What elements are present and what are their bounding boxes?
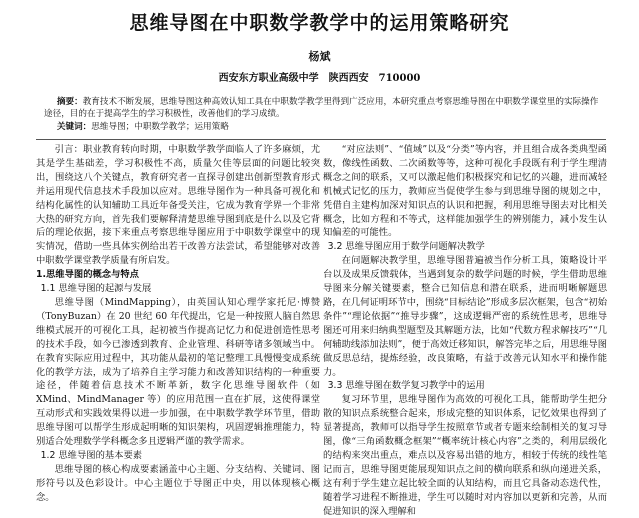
header-divider — [36, 139, 606, 140]
author-affiliation: 西安东方职业高级中学 陕西西安 710000 — [218, 73, 421, 84]
subsection-heading: 1.1 思维导图的起源与发展 — [40, 283, 152, 295]
right-column — [323, 143, 607, 517]
keywords-label: 关键词： — [56, 122, 92, 132]
left-column — [36, 143, 320, 503]
body-paragraph: “对应法则”、“值域”以及“分类”等内容，并且组合成各类典型函数，像线性函数、二次函数等等，这种可视化手段既有利于学生理清概念之间的联系，又可以激起他们积极探究和记忆的兴趣，进而减轻机械式记忆的压力，教师应当促使学生参与到思维导图的规划之中，凭借自主建构加深对知识点的认识和把握，利用思维导图去对比相关概念，比如方程和不等式，这样能加强学生的辨别能力，减小发生认知偏差的可能性。 — [323, 144, 607, 239]
subsection-heading: 3.2 思维导图应用于数学问题解决教学 — [327, 241, 485, 253]
body-paragraph: 思维导图（MindMapping），由英国认知心理学家托尼·博赞（TonyBuzan）在 20 世纪 60 年代提出，它是一种按照人脑自然思维模式展开的可视化工具，起初被当作提高记忆力和促进创造性思考的技术手段，如今已渗透到教育、企业管理、科研等诸多领域当中。在教育实际应用过程中，其功能从最初的笔记整理工具慢慢变成系统化的教学方法，成为了培养自主学习能力和改善知识结构的一种重要途径，伴随着信息技术不断革新，数字化思维导图软件（如 XMind、MindManager 等）的应用范围一直在扩展，这使得课堂互动形式和实践效果得以进一步加强，在中职数学教学环节里，借助思维导图可以帮学生形成起明晰的知识架构，巩固逻辑推理能力，特别适合处理数学学科概念多且逻辑严谨的教学需求。 — [36, 296, 320, 448]
keywords — [44, 121, 600, 133]
section-heading: 1.思维导图的概念与特点 — [36, 269, 139, 281]
body-paragraph: 思维导图的核心构成要素涵盖中心主题、分支结构、关键词、图形符号以及色彩设计。中心主题位于导图正中央，用以体现核心概念。 — [36, 463, 320, 503]
abstract — [44, 96, 600, 120]
subsection-heading: 1.2 思维导图的基本要素 — [40, 449, 143, 461]
body-paragraph: 在问题解决教学里，思维导图普遍被当作分析工具，策略设计平台以及成果反馈载体，当遇到复杂的数学问题的时候，学生借助思维导图来分解关键要素，整合已知信息和潜在联系，进而明晰解题思路，在几何证明环节中，围绕“目标结论”形成多层次框架，包含“初始条件”“理论依据”“推导步骤”，这成逻辑严密的系统性思考，思维导图还可用来归纳典型题型及其解题方法，比如“代数方程求解技巧”“几何辅助线添加法则”，便于高效迁移知识，解答完毕之后，用思维导图做反思总结，提炼经验，改良策略，有益于改善元认知水平和操作能力。 — [323, 255, 607, 378]
body-paragraph: 复习环节里，思维导图作为高效的可视化工具，能帮助学生把分散的知识点系统整合起来，形成完整的知识体系，记忆效果也得到了显著提高，教师可以指导学生按照章节或者专题来绘制相关的复习导图，像“三角函数概念框架”“概率统计核心内容”之类的，利用层级化的结构来突出重点，难点以及容易出错的地方，相较于传统的线性笔记而言，思维导图更能展现知识点之间的横向联系和纵向递进关系，这有利于学生建立起比较全面的认知结构，而且它具备动态迭代性，随着学习进程不断推进，学生可以随时对内容加以更新和完善，从而促进知识的深入理解和 — [323, 394, 607, 517]
abstract-label: 摘要： — [56, 97, 83, 107]
body-paragraph: 引言：职业教育转向时期，中职数学教学面临人了许多麻烦，尤其是学生基础差，学习积极性不高，质量欠佳等层面的问题比较突出，围绕这八个关键点，教育研究者一直探寻创建出创新型教育形式并运用现代信息技术手段加以应对。思维导图作为一种具备可视化和结构化属性的认知辅助工具近年备受关注，它成为教育学界一个非常大热的研究方向，首先我们要解释清楚思维导图到底是什么以及它背后的理论依据，接下来重点考察思维导图应用于中职数学课堂中的现实情况，借助一些具体实例给出若干改善方法尝试，希望能够对改善中职数学课堂教学质量有所启发。 — [36, 144, 320, 267]
abstract-text: 教育技术不断发展，思维导图这种高效认知工具在中职数学教学里得到广泛应用，本研究重点考察思维导图在中职数学课堂里的实际操作途径，目的在于提高学生的学习积极性，改善他们的学习成绩。 — [44, 97, 599, 119]
subsection-heading: 3.3 思维导图在数学复习教学中的运用 — [327, 380, 485, 392]
keywords-text: 思维导图；中职数学教学；运用策略 — [91, 122, 229, 132]
paper-title: 思维导图在中职数学教学中的运用策略研究 — [129, 12, 510, 34]
paper-author: 杨斌 — [308, 50, 331, 63]
